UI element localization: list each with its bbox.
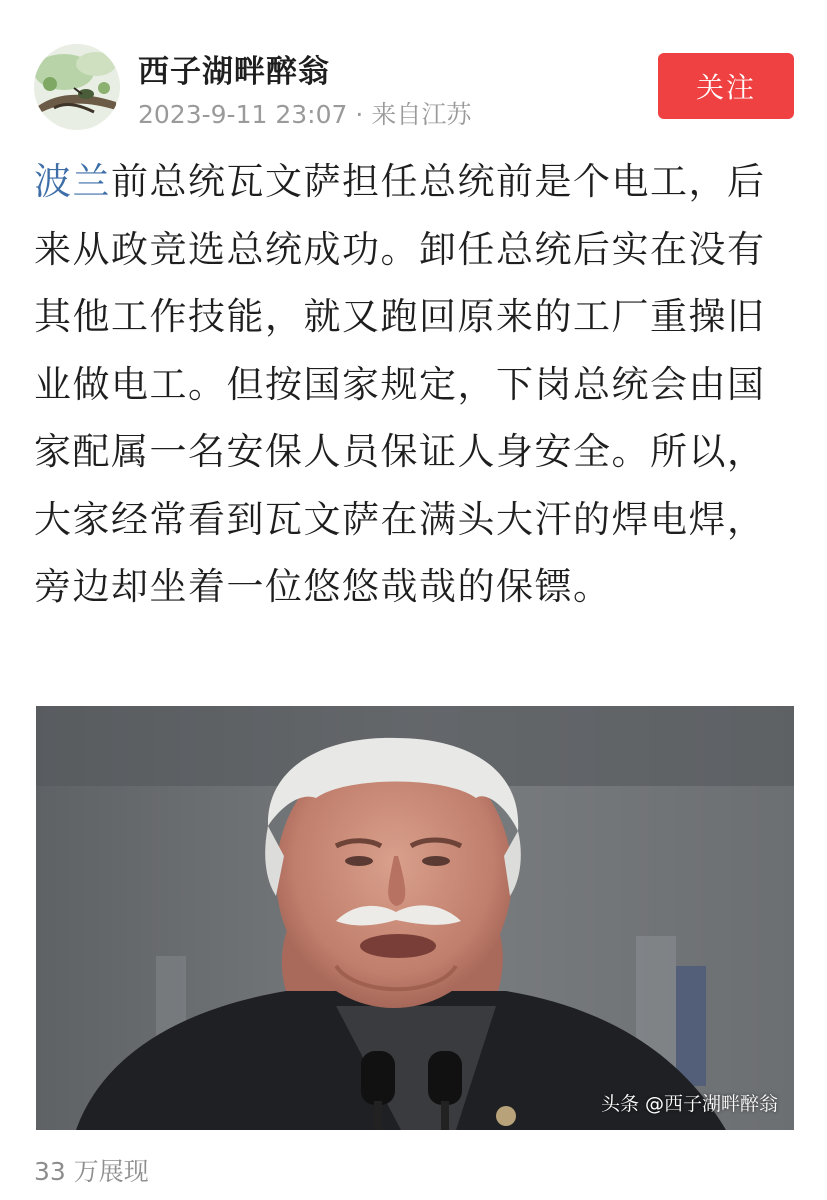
avatar[interactable] [34,44,120,130]
view-count: 33 万展现 [34,1157,149,1186]
avatar-image [34,44,120,130]
follow-button[interactable]: 关注 [658,53,794,119]
post-body [34,148,796,621]
post-timestamp: 2023-9-11 23:07 [138,100,348,129]
source-watermark: 头条 @西子湖畔醉翁 [600,1093,778,1115]
post-meta [138,95,471,131]
post-header [34,40,794,132]
topic-link-poland[interactable]: 波兰 [34,160,111,203]
post-location: 来自江苏 [371,100,472,129]
post-body-text: 前总统瓦文萨担任总统前是个电工，后来从政竞选总统成功。卸任总统后实在没有其他工作技能，就又跑回原来的工厂重操旧业做电工。但按国家规定，下岗总统会由国家配属一名安保人员保证人身安全。所以，大家经常看到瓦文萨在满头大汗的焊电焊，旁边却坐着一位悠悠哉哉的保镖。 [34,160,766,608]
author-name[interactable]: 西子湖畔醉翁 [138,54,330,90]
portrait-image [36,706,794,1130]
post-photo[interactable] [36,706,794,1130]
meta-separator: · [355,100,364,129]
